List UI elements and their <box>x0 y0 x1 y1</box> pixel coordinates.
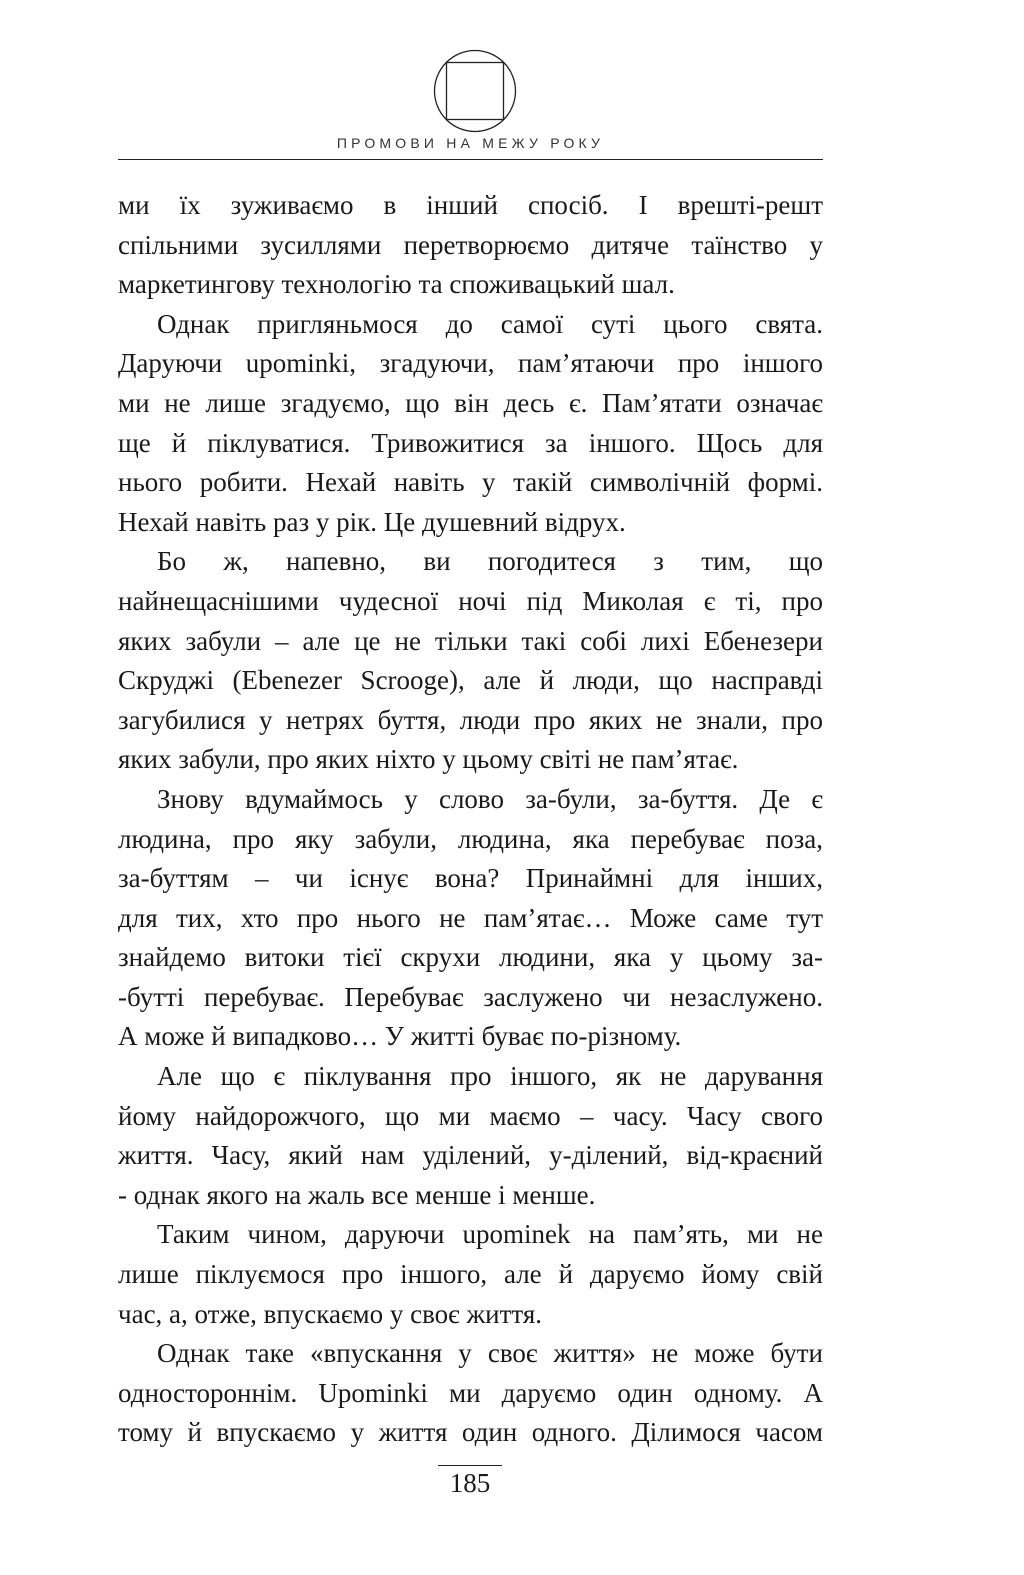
text-line: знайдемо витоки тієї скрухи людини, яка у цьому за- <box>118 942 823 973</box>
body-text <box>118 186 823 1453</box>
paragraph <box>118 542 823 780</box>
text-line: ми не лише згадуємо, що він десь є. Пам’ятати означає <box>118 387 823 418</box>
circle-square-logo-icon <box>432 48 518 134</box>
running-head: ПРОМОВИ НА МЕЖУ РОКУ <box>336 135 605 151</box>
text-line: тому й впускаємо у життя один одного. Ділимося часом <box>118 1417 823 1448</box>
text-line: спільними зусиллями перетворюємо дитяче таїнство у <box>118 229 823 260</box>
text-line: Бо ж, напевно, ви погодитеся з тим, що <box>157 546 823 577</box>
text-line: людина, про яку забули, людина, яка перебуває поза, <box>118 823 823 854</box>
text-line: Однак пригляньмося до самої суті цього свята. <box>157 308 823 339</box>
text-line: -бутті перебуває. Перебуває заслужено чи незаслужено. <box>118 981 823 1012</box>
text-line: - однак якого на жаль все менше і менше. <box>118 1179 596 1210</box>
text-line: одностороннім. Upominki ми даруємо один одному. А <box>118 1377 823 1408</box>
paragraph <box>118 1334 823 1453</box>
text-line: лише піклуємося про іншого, але й даруємо йому свій <box>118 1259 823 1290</box>
text-line: йому найдорожчого, що ми маємо – часу. Часу свого <box>118 1100 823 1131</box>
text-line: Але що є піклування про іншого, як не дарування <box>157 1061 823 1092</box>
text-line: Таким чином, даруючи upominek на пам’ять, ми не <box>157 1219 823 1250</box>
paragraph <box>118 1215 823 1334</box>
text-line: Знову вдумаймось у слово за-були, за-буття. Де є <box>157 783 823 814</box>
text-line: Скруджі (Ebenezer Scrooge), але й люди, що насправді <box>118 665 823 696</box>
text-line: нього робити. Нехай навіть у такій символічній формі. <box>118 467 823 498</box>
text-line: яких забули, про яких ніхто у цьому світі не пам’ятає. <box>118 744 739 775</box>
text-line: маркетингову технологію та споживацький шал. <box>118 269 675 300</box>
text-line: для тих, хто про нього не пам’ятає… Може саме тут <box>118 902 823 933</box>
text-line: час, а, отже, впускаємо у своє життя. <box>118 1298 543 1329</box>
text-line: яких забули – але це не тільки такі собі лихі Ебенезери <box>118 625 823 656</box>
text-line: життя. Часу, який нам уділений, у-ділений, від-краєний <box>118 1140 823 1171</box>
paragraph <box>118 305 823 543</box>
paragraph <box>118 780 823 1057</box>
paragraph <box>118 1057 823 1215</box>
text-line: А може й випадково… У житті буває по-різному. <box>118 1021 682 1052</box>
text-line: Однак таке «впускання у своє життя» не може бути <box>157 1338 823 1369</box>
text-line: Нехай навіть раз у рік. Це душевний відрух. <box>118 506 626 537</box>
header-rule <box>118 159 823 160</box>
text-line: ще й піклуватися. Тривожитися за іншого. Щось для <box>118 427 823 458</box>
paragraph <box>118 186 823 305</box>
text-line: найнещаснішими чудесної ночі під Миколая є ті, про <box>118 585 823 616</box>
page-number: 185 <box>438 1465 502 1500</box>
text-line: загубилися у нетрях буття, люди про яких не знали, про <box>118 704 823 735</box>
text-line: за-буттям – чи існує вона? Принаймні для інших, <box>118 863 823 894</box>
text-line: Даруючи upominki, згадуючи, пам’ятаючи про іншого <box>118 348 823 379</box>
text-line: ми їх зуживаємо в інший спосіб. І врешті-решт <box>118 190 823 220</box>
